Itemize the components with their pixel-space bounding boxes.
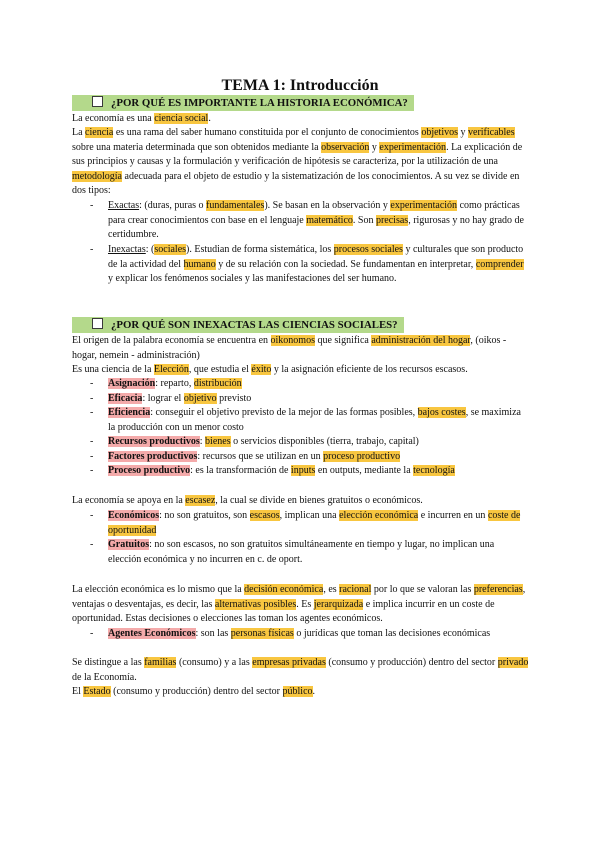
list-item (90, 377, 528, 392)
bullet-dash: - (90, 393, 94, 404)
list-item (90, 464, 528, 479)
paragraph: La elección económica es lo mismo que la decisión económica, es racional por lo que se valoran las preferencias, ventajas o desventajas, es decir, las alternativas posibles. Es jerarquizada e implica incurrir en un coste de oportunidad. Estas decisiones o elecciones las toman los agentes económicos. (72, 584, 526, 624)
paragraph: La economía se apoya en la escasez, la cual se divide en bienes gratuitos o económicos. (72, 495, 423, 506)
bullet-dash: - (90, 510, 94, 521)
list-item-text: Gratuitos: no son escasos, no son gratuitos simultáneamente en tiempo y lugar, no implican una elección económica y no incurren en c. de oport. (108, 539, 495, 565)
list-item-text: Eficiencia: conseguir el objetivo previsto de la mejor de las formas posibles, bajos costes, se maximiza la producción con un menor costo (108, 407, 521, 433)
bullet-dash: - (90, 465, 94, 476)
list-item (90, 450, 528, 465)
list-item-text: Inexactas: (sociales). Estudian de forma sistemática, los procesos sociales y culturales que son producto de la actividad del humano y de su relación con la sociedad. Se fundamentan en interpretar, comprender y explicar los fenómenos sociales y las manifestaciones del ser humano. (108, 244, 524, 284)
paragraph: La economía es una ciencia social. (72, 113, 211, 124)
list-item (90, 406, 528, 435)
bullet-dash: - (90, 407, 94, 418)
bullet-dash: - (90, 200, 94, 211)
section-heading-text: ¿POR QUÉ SON INEXACTAS LAS CIENCIAS SOCIALES? (111, 319, 398, 331)
paragraph: Es una ciencia de la Elección, que estudia el éxito y la asignación eficiente de los recursos escasos. (72, 364, 468, 375)
section-heading-inexact (72, 317, 404, 333)
bullet-dash: - (90, 378, 94, 389)
list-item (90, 243, 528, 287)
checkbox-icon (92, 318, 103, 329)
paragraph: La ciencia es una rama del saber humano constituida por el conjunto de conocimientos objetivos y verificables sobre una materia determinada que son obtenidos mediante la observación y experimentación. La explicación de sus principios y causas y la formulación y verificación de hipótesis se caracteriza, por la utilización de una metodología adecuada para el objeto de estudio y la sistematización de los conocimientos. A su vez se divide en dos tipos: (72, 127, 523, 196)
paragraph: Se distingue a las familias (consumo) y a las empresas privadas (consumo y producción) dentro del sector privado de la Economía. (72, 657, 529, 683)
bullet-dash: - (90, 539, 94, 550)
paragraph: El Estado (consumo y producción) dentro del sector público. (72, 686, 316, 697)
list-item (90, 627, 528, 642)
bullet-dash: - (90, 451, 94, 462)
checkbox-icon (92, 96, 103, 107)
list-item-text: Agentes Económicos: son las personas físicas o jurídicas que toman las decisiones económicas (108, 628, 491, 639)
list-item-text: Eficacia: lograr el objetivo previsto (108, 393, 252, 404)
list-item-text: Asignación: reparto, distribución (108, 378, 242, 389)
section-heading-text: ¿POR QUÉ ES IMPORTANTE LA HISTORIA ECONÓMICA? (111, 97, 408, 109)
paragraph: El origen de la palabra economía se encuentra en oikonomos que significa administración del hogar, (oikos - hogar, nemein - administración) (72, 335, 507, 361)
list-item (90, 538, 528, 567)
list-item-text: Exactas: (duras, puras o fundamentales). Se basan en la observación y experimentación como prácticas para crear conocimientos con base en el lenguaje matemático. Son precisas, rigurosas y no hay grado de certidumbre. (108, 200, 524, 240)
bullet-dash: - (90, 244, 94, 255)
list-item-text: Económicos: no son gratuitos, son escasos, implican una elección económica e incurren en un coste de oportunidad (108, 510, 521, 536)
list-item-text: Proceso productivo: es la transformación de inputs en outputs, mediante la tecnología (108, 465, 455, 476)
list-item (90, 392, 528, 407)
list-item-text: Factores productivos: recursos que se utilizan en un proceso productivo (108, 451, 401, 462)
list-item (90, 199, 528, 243)
list-item-text: Recursos productivos: bienes o servicios disponibles (tierra, trabajo, capital) (108, 436, 419, 447)
bullet-dash: - (90, 628, 94, 639)
list-item (90, 509, 528, 538)
list-item (90, 435, 528, 450)
bullet-dash: - (90, 436, 94, 447)
page-title: TEMA 1: Introducción (221, 77, 379, 94)
section-heading-importance (72, 95, 414, 111)
